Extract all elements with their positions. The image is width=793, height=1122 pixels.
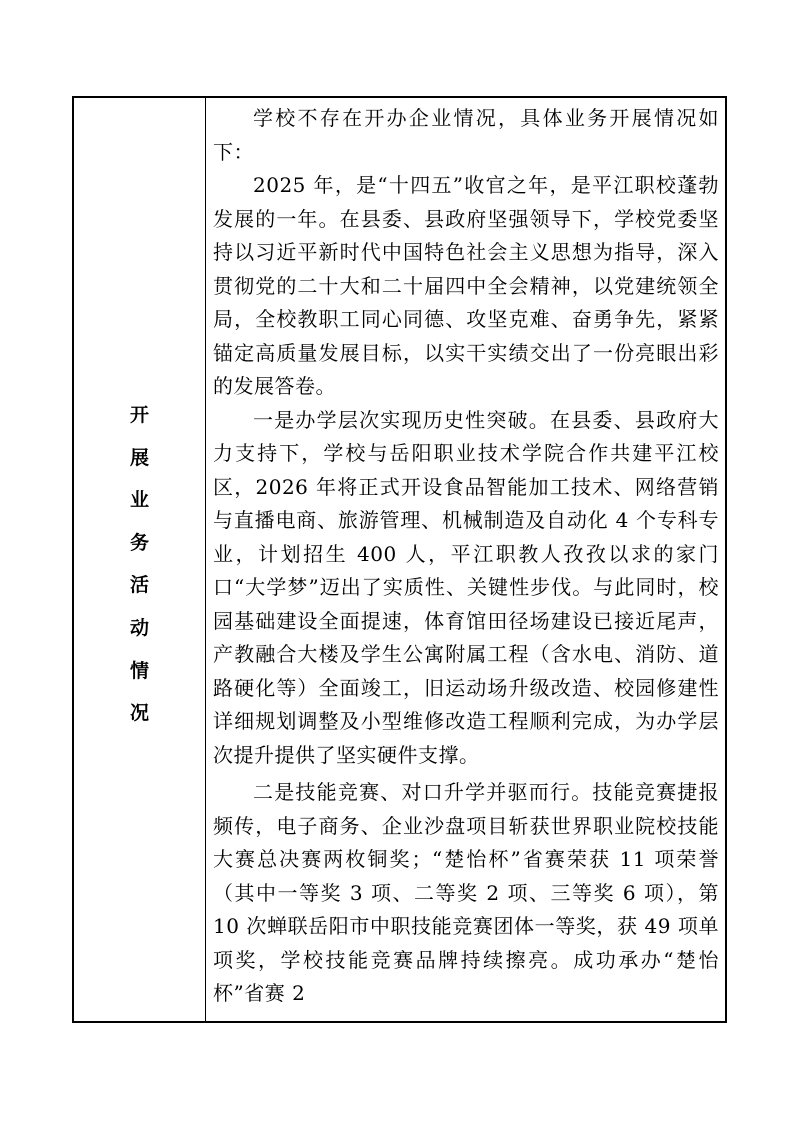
- section-label-char: 况: [129, 702, 149, 725]
- section-label: [74, 394, 205, 735]
- section-label-char: 活: [129, 574, 149, 597]
- section-label-char: 务: [129, 531, 149, 554]
- section-label-char: 动: [129, 616, 149, 639]
- section-label-char: 展: [129, 446, 149, 469]
- section-label-char: 情: [129, 659, 149, 682]
- intro-paragraph: 学校不存在开办企业情况，具体业务开展情况如下：: [213, 106, 719, 164]
- achievement-two-paragraph: 二是技能竞赛、对口升学并驱而行。技能竞赛捷报频传，电子商务、企业沙盘项目斩获世界职业院校技能大赛总决赛两枚铜奖；“楚怡杯”省赛荣获 11 项荣誉（其中一等奖 3 项、二等奖 2 项、三等奖 6 项），第 10 次蝉联岳阳市中职技能竞赛团体一等奖，获 49 项单项奖，学校技能竞赛品牌持续擦亮。成功承办“楚怡杯”省赛 2: [213, 780, 719, 1005]
- business-activity-table: [72, 96, 727, 1023]
- section-label-cell: [74, 98, 206, 1021]
- achievement-one-paragraph: 一是办学层次实现历史性突破。在县委、县政府大力支持下，学校与岳阳职业技术学院合作共建平江校区，2026 年将正式开设食品智能加工技术、网络营销与直播电商、旅游管理、机械制造及自动化 4 个专科专业，计划招生 400 人，平江职教人孜孜以求的家门口“大学梦”迈出了实质性、关键性步伐。与此同时，校园基础建设全面提速，体育馆田径场建设已接近尾声，产教融合大楼及学生公寓附属工程（含水电、消防、道路硬化等）全面竣工，旧运动场升级改造、校园修建性详细规划调整及小型维修改造工程顺利完成，为办学层次提升提供了坚实硬件支撑。: [213, 407, 719, 767]
- section-label-char: 业: [129, 489, 149, 512]
- content-cell: [207, 98, 725, 1021]
- section-label-char: 开: [129, 404, 149, 426]
- overview-paragraph: 2025 年，是“十四五”收官之年，是平江职校蓬勃发展的一年。在县委、县政府坚强领导下，学校党委坚持以习近平新时代中国特色社会主义思想为指导，深入贯彻党的二十大和二十届四中全会精神，以党建统领全局，全校教职工同心同德、攻坚克难、奋勇争先，紧紧锚定高质量发展目标，以实干实绩交出了一份亮眼出彩的发展答卷。: [213, 173, 719, 398]
